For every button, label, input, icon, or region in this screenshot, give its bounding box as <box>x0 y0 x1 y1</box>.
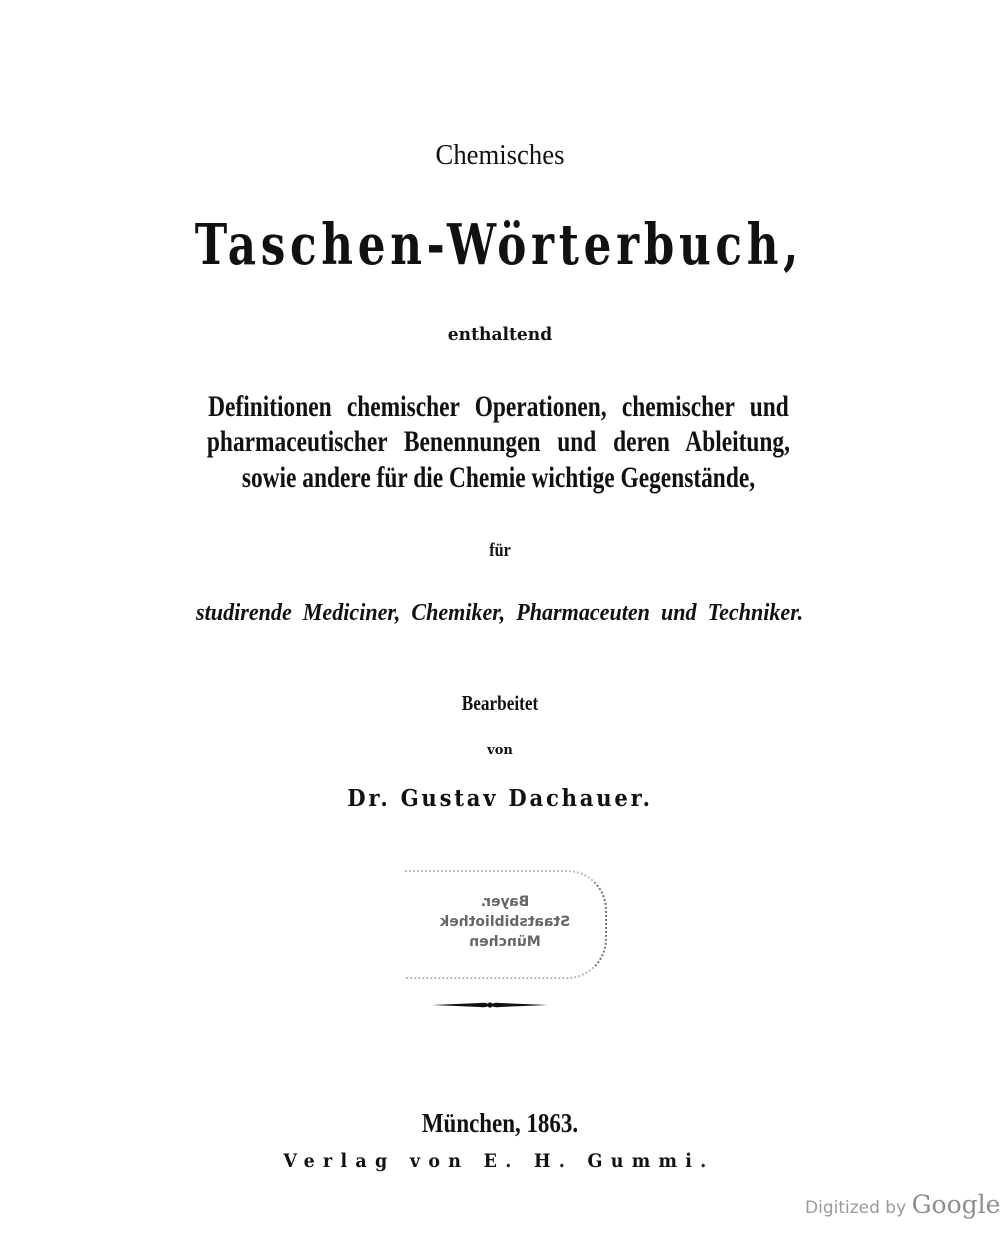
stamp-line-3: München <box>469 934 541 950</box>
library-stamp-icon <box>405 870 607 979</box>
subtitle-top: Chemisches <box>435 139 565 171</box>
rule-ornament-icon <box>430 998 550 1012</box>
description-line-3: sowie andere für die Chemie wichtige Gegenstände, <box>241 461 756 494</box>
digitization-watermark <box>805 1190 1000 1219</box>
main-title: Taschen-Wörterbuch, <box>194 212 804 278</box>
by-label: von <box>487 743 513 758</box>
publisher-line: Verlag von E. H. Gummi. <box>283 1150 715 1172</box>
watermark-prefix: Digitized by <box>805 1198 907 1218</box>
watermark-brand: Google <box>911 1190 1000 1219</box>
connector-text: enthaltend <box>447 324 553 345</box>
stamp-line-1: Bayer. <box>480 894 530 910</box>
audience-line: studirende Mediciner, Chemiker, Pharmaceuten und Techniker. <box>196 600 804 626</box>
description-line-2: pharmaceutischer Benennungen und deren Ableitung, <box>206 425 790 458</box>
for-label: für <box>489 540 511 561</box>
stamp-line-2: Staatsbibliothek <box>439 914 571 930</box>
description-line-1: Definitionen chemischer Operationen, chemischer und <box>208 390 789 423</box>
author-name: Dr. Gustav Dachauer. <box>347 785 653 812</box>
place-year: München, 1863. <box>421 1108 579 1138</box>
edited-label: Bearbeitet <box>461 691 539 715</box>
